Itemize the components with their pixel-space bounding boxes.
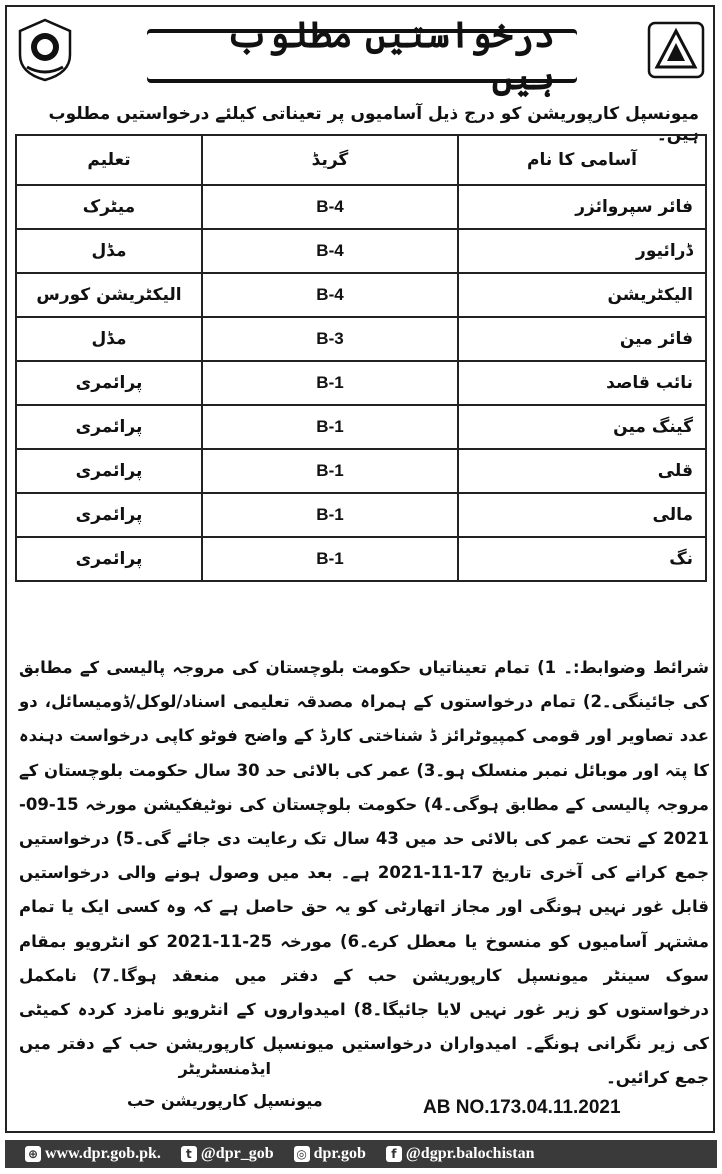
post-name: ڈرائیور [458, 229, 706, 273]
footer-bar [5, 1140, 717, 1168]
post-education: مڈل [16, 229, 202, 273]
terms-label: شرائط وضوابط:۔ [563, 658, 709, 677]
post-name: نگ [458, 537, 706, 581]
post-grade: B-1 [202, 405, 458, 449]
post-education: پرائمری [16, 361, 202, 405]
footer-twitter[interactable] [181, 1145, 274, 1163]
intro-text: میونسپل کارپوریشن کو درج ذیل آسامیوں پر تعیناتی کیلئے درخواستیں مطلوب ہیں۔ [48, 104, 699, 145]
table-row [16, 493, 706, 537]
post-education: پرائمری [16, 493, 202, 537]
table-row [16, 273, 706, 317]
facebook-icon: f [386, 1146, 402, 1162]
post-grade: B-4 [202, 185, 458, 229]
table-row [16, 317, 706, 361]
table-row [16, 361, 706, 405]
post-name: فائر سپروائزر [458, 185, 706, 229]
advertisement-frame [5, 5, 715, 1133]
header-education: تعلیم [16, 135, 202, 185]
vacancy-table [15, 134, 707, 582]
post-education: پرائمری [16, 537, 202, 581]
post-grade: B-1 [202, 493, 458, 537]
twitter-text: @dpr_gob [200, 1145, 274, 1162]
post-grade: B-3 [202, 317, 458, 361]
dpr-logo-icon [647, 21, 705, 79]
post-grade: B-4 [202, 229, 458, 273]
post-name: قلی [458, 449, 706, 493]
twitter-icon: t [181, 1146, 197, 1162]
footer-instagram[interactable] [294, 1145, 366, 1163]
terms-and-conditions [19, 651, 709, 1096]
signature-title: ایڈمنسٹریٹر [178, 1059, 272, 1078]
post-name: مالی [458, 493, 706, 537]
post-education: الیکٹریشن کورس [16, 273, 202, 317]
table-row [16, 229, 706, 273]
table-row [16, 537, 706, 581]
header-post: آسامی کا نام [458, 135, 706, 185]
facebook-text: @dgpr.balochistan [405, 1145, 535, 1162]
terms-text: 1) تمام تعیناتیاں حکومت بلوچستان کی مروجہ پالیسی کے مطابق کی جائینگی۔2) تمام درخواستوں کے ہمراہ مصدقہ تعلیمی اسناد/لوکل/ڈومیسائل، دو عدد تصاویر اور قومی کمپیوٹرائز ڈ شناختی کارڈ کے واضح فوٹو کاپی درخواست دہندہ کا پتہ اور موبائل نمبر منسلک ہو۔3) عمر کی بالائی حد 30 سال حکومت بلوچستان کے مروجہ پالیسی کے مطابق ہوگی۔4) حکومت بلوچستان کی نوٹیفکیشن مورخہ 15-09-2021 کے تحت عمر کی بالائی حد میں 43 سال تک رعایت دی جائے گی۔5) درخواستیں جمع کرانے کی آخری تاریخ 17-11-2021 ہے۔ بعد میں وصول ہونے والی درخواستیں قابل غور نہیں ہونگی اور مجاز اتھارٹی کو یہ حق حاصل ہے کہ وہ کسی ایک یا تمام مشتہر آسامیوں کو منسوخ یا معطل کرے۔6) مورخہ 25-11-2021 کو انٹرویو بمقام سوک سینٹر میونسپل کارپوریشن حب کے دفتر میں منعقد ہوگا۔7) نامکمل درخواستوں کو زیر غور نہیں لایا جائیگا۔8) امیدواروں کے انٹرویو نامزد کردہ کمیٹی کی زیر نگرانی ہونگے۔ امیدواران درخواستیں میونسپل کارپوریشن حب کے دفتر میں جمع کرائیں۔ [19, 658, 710, 1088]
post-education: پرائمری [16, 449, 202, 493]
footer-website[interactable] [25, 1145, 161, 1163]
instagram-icon: ◎ [294, 1146, 310, 1162]
post-name: الیکٹریشن [458, 273, 706, 317]
post-name: گینگ مین [458, 405, 706, 449]
post-grade: B-4 [202, 273, 458, 317]
table-row [16, 405, 706, 449]
reference-number: AB NO.173.04.11.2021 [423, 1097, 621, 1118]
post-education: مڈل [16, 317, 202, 361]
globe-icon: ⊕ [25, 1146, 41, 1162]
post-education: میٹرک [16, 185, 202, 229]
post-grade: B-1 [202, 537, 458, 581]
title-banner [147, 14, 577, 98]
table-row [16, 449, 706, 493]
table-header-row [16, 135, 706, 185]
signature-block [127, 1053, 323, 1117]
footer-facebook[interactable] [386, 1145, 535, 1163]
header [7, 7, 713, 97]
signature-office: میونسپل کارپوریشن حب [127, 1091, 323, 1110]
header-grade: گریڈ [202, 135, 458, 185]
municipal-emblem-icon [15, 17, 75, 83]
instagram-text: dpr.gob [313, 1145, 366, 1162]
post-name: فائر مین [458, 317, 706, 361]
page-title: درخواستیں مطلوب ہیں [147, 33, 577, 79]
post-name: نائب قاصد [458, 361, 706, 405]
table-row [16, 185, 706, 229]
post-grade: B-1 [202, 449, 458, 493]
post-education: پرائمری [16, 405, 202, 449]
post-grade: B-1 [202, 361, 458, 405]
website-text: www.dpr.gob.pk. [45, 1145, 161, 1162]
